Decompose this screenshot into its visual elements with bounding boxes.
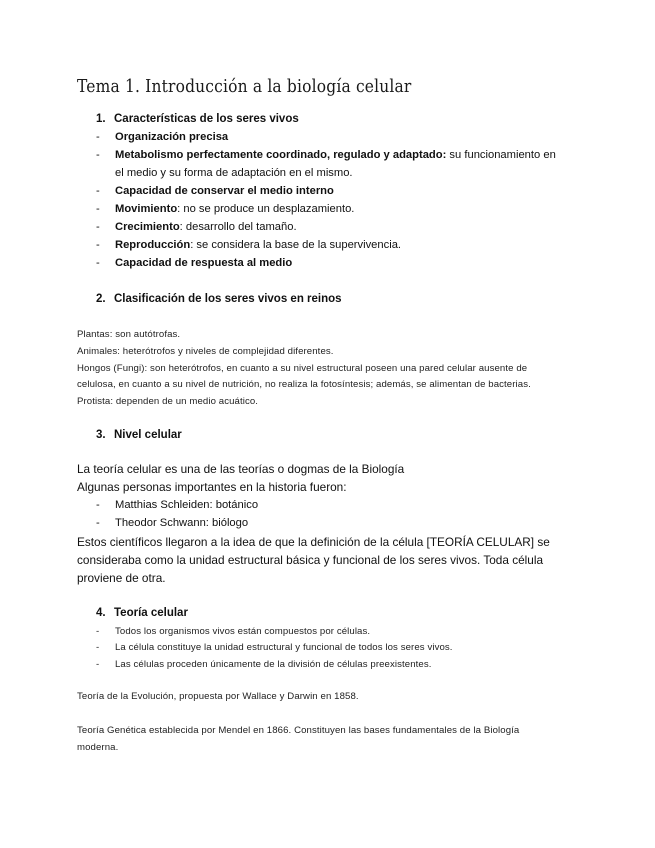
item-text: La célula constituye la unidad estructural y funcional de todos los seres vivos. (115, 642, 453, 653)
kingdom-line: celulosa, en cuanto a su nivel de nutrición, no realiza la fotosíntesis; además, se alimentan de bacterias. (77, 379, 531, 390)
section-4-title: Teoría celular (114, 607, 188, 619)
paragraph-line: Estos científicos llegaron a la idea de que la definición de la célula [TEORÍA CELULAR] se (77, 535, 550, 549)
section-1-heading (96, 113, 299, 125)
section-3-heading (96, 429, 182, 441)
bullet-dash: - (96, 257, 100, 269)
item-term: Reproducción (115, 239, 191, 251)
person-name: Matthias Schleiden: botánico (115, 499, 259, 511)
item-desc: : no se produce un desplazamiento. (177, 203, 355, 215)
kingdom-line: Protista: dependen de un medio acuático. (77, 396, 259, 407)
page-title: Tema 1. Introducción a la biología celular (77, 76, 412, 97)
bullet-dash: - (96, 149, 100, 161)
bullet-dash: - (96, 659, 100, 670)
kingdom-line: Animales: heterótrofos y niveles de complejidad diferentes. (77, 346, 334, 357)
section-2-number: 2. (96, 293, 106, 305)
section-4-number: 4. (96, 607, 106, 619)
item-term: Metabolismo perfectamente coordinado, regulado y adaptado: (115, 149, 447, 161)
paragraph-line: consideraba como la unidad estructural básica y funcional de los seres vivos. Toda célula (77, 553, 544, 567)
kingdom-line: Hongos (Fungi): son heterótrofos, en cuanto a su nivel estructural poseen una pared celular ausente de (77, 363, 528, 374)
item-text: Las células proceden únicamente de la división de células preexistentes. (115, 659, 432, 670)
paragraph-line: La teoría celular es una de las teorías o dogmas de la Biología (77, 462, 405, 476)
person-name: Theodor Schwann: biólogo (115, 517, 249, 529)
item-desc: su funcionamiento en (446, 149, 556, 161)
section-3-number: 3. (96, 429, 106, 441)
section-2-title: Clasificación de los seres vivos en reinos (114, 293, 342, 305)
genetics-line: moderna. (77, 742, 119, 753)
item-term: Capacidad de respuesta al medio (115, 257, 293, 269)
bullet-dash: - (96, 642, 100, 653)
item-desc: : se considera la base de la supervivencia. (190, 239, 402, 251)
bullet-dash: - (96, 499, 100, 511)
bullet-dash: - (96, 517, 100, 529)
section-1-title: Características de los seres vivos (114, 113, 299, 125)
list-item-continuation: el medio y su forma de adaptación en el mismo. (115, 167, 353, 179)
item-term: Organización precisa (115, 131, 229, 143)
item-term: Crecimiento (115, 221, 180, 233)
kingdom-line: Plantas: son autótrofas. (77, 329, 181, 340)
paragraph-line: proviene de otra. (77, 571, 166, 585)
bullet-dash: - (96, 203, 100, 215)
bullet-dash: - (96, 626, 100, 637)
section-1-number: 1. (96, 113, 106, 125)
genetics-line: Teoría Genética establecida por Mendel en 1866. Constituyen las bases fundamentales de la Biología (77, 725, 520, 736)
item-desc: : desarrollo del tamaño. (179, 221, 297, 233)
item-term: Capacidad de conservar el medio interno (115, 185, 334, 197)
bullet-dash: - (96, 239, 100, 251)
item-term: Movimiento (115, 203, 178, 215)
item-text: Todos los organismos vivos están compuestos por células. (115, 626, 371, 637)
section-3-title: Nivel celular (114, 429, 182, 441)
bullet-dash: - (96, 185, 100, 197)
section-2-heading (96, 293, 342, 305)
bullet-dash: - (96, 131, 100, 143)
bullet-dash: - (96, 221, 100, 233)
evolution-line: Teoría de la Evolución, propuesta por Wallace y Darwin en 1858. (77, 691, 359, 702)
paragraph-line: Algunas personas importantes en la historia fueron: (77, 480, 347, 494)
section-4-heading (96, 607, 188, 619)
